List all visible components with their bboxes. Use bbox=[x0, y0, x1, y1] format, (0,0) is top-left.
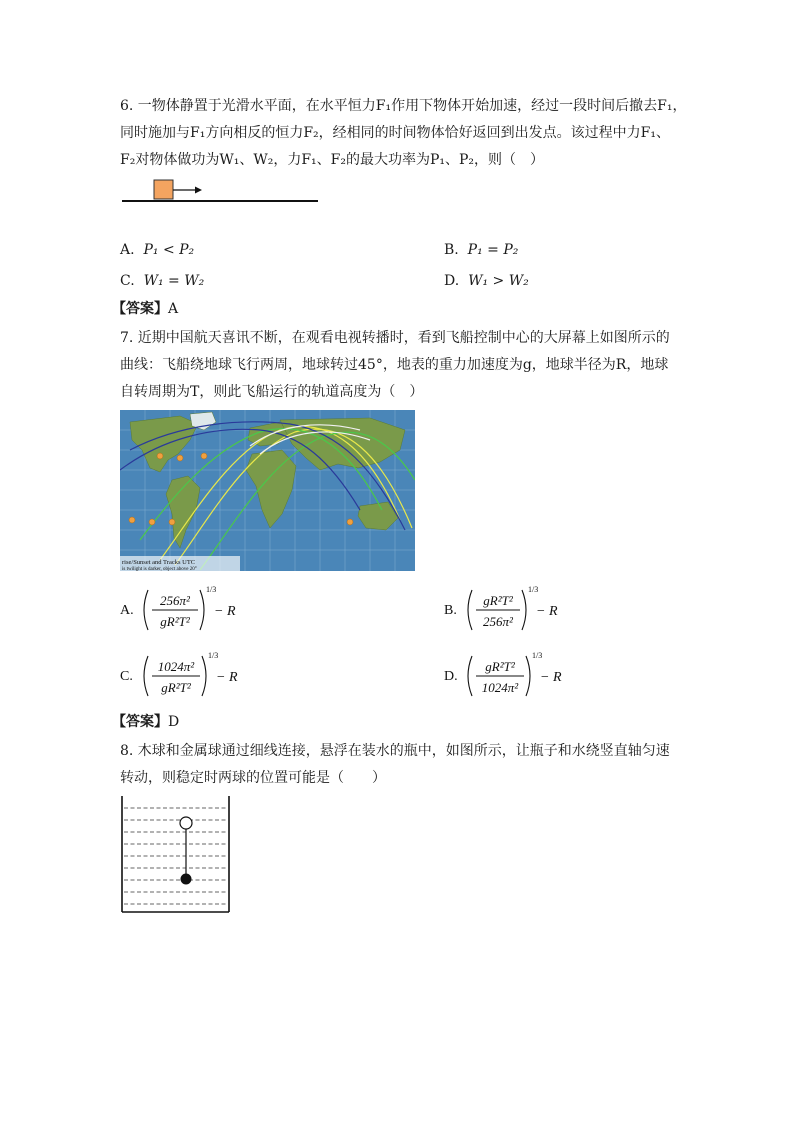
answer-value: D bbox=[168, 714, 180, 730]
svg-text:C.: C. bbox=[120, 669, 133, 684]
minus-r: − R bbox=[214, 604, 236, 619]
right-paren bbox=[200, 590, 204, 630]
q7-option-d[interactable] bbox=[442, 648, 587, 704]
q6-line-3: F₂对物体做功为W₁、W₂，力F₁、F₂的最大功率为P₁、P₂，则（ ） bbox=[120, 152, 545, 168]
q7-option-a[interactable] bbox=[118, 582, 258, 638]
q7-line-2: 曲线：飞船绕地球飞行两周，地球转过45°，地表的重力加速度为g，地球半径为R，地球 bbox=[120, 357, 669, 373]
exponent: 1/3 bbox=[528, 585, 539, 594]
q6-line-1: 6. 一物体静置于光滑水平面，在水平恒力F₁作用下物体开始加速，经过一段时间后撤去F₁， bbox=[120, 98, 687, 114]
denominator: gR²T² bbox=[161, 680, 191, 695]
left-paren bbox=[144, 656, 148, 696]
q6-answer bbox=[112, 299, 178, 319]
map-caption-1: rise/Sunset and Tracks UTC bbox=[122, 559, 196, 566]
q7-option-b[interactable] bbox=[442, 582, 582, 638]
q7-answer bbox=[112, 712, 179, 732]
exponent: 1/3 bbox=[532, 651, 543, 660]
exponent: 1/3 bbox=[206, 585, 217, 594]
q7-orbit-map bbox=[120, 410, 415, 571]
water-lines bbox=[124, 808, 227, 904]
exponent: 1/3 bbox=[208, 651, 219, 660]
q6-line-2: 同时施加与F₁方向相反的恒力F₂，经相同的时间物体恰好返回到出发点。该过程中力F₁、 bbox=[120, 125, 670, 141]
numerator: gR²T² bbox=[485, 659, 515, 674]
answer-label: 【答案】 bbox=[112, 301, 168, 317]
q6-option-d-text: W₁ > W₂ bbox=[468, 273, 529, 289]
q7-option-c[interactable] bbox=[118, 648, 258, 704]
wooden-ball bbox=[180, 817, 192, 829]
numerator: 1024π² bbox=[157, 659, 195, 674]
denominator: 256π² bbox=[483, 614, 513, 629]
q6-option-b[interactable]: B. P₁ = P₂ bbox=[444, 242, 519, 258]
denominator: gR²T² bbox=[160, 614, 190, 629]
right-paren bbox=[526, 656, 530, 696]
q6-option-c-text: W₁ = W₂ bbox=[143, 273, 205, 289]
q6-option-a[interactable]: A. P₁ < P₂ bbox=[120, 242, 195, 258]
q7-line-1: 7. 近期中国航天喜讯不断，在观看电视转播时，看到飞船控制中心的大屏幕上如图所示的 bbox=[120, 330, 670, 346]
q6-block-figure bbox=[118, 176, 322, 206]
left-paren bbox=[144, 590, 148, 630]
left-paren bbox=[468, 590, 472, 630]
q6-option-a-text: P₁ < P₂ bbox=[143, 242, 195, 258]
right-paren bbox=[202, 656, 206, 696]
q6-option-c[interactable]: C. W₁ = W₂ bbox=[120, 273, 205, 289]
svg-text:B.: B. bbox=[444, 603, 457, 618]
numerator: gR²T² bbox=[483, 593, 513, 608]
svg-text:D.: D. bbox=[444, 669, 458, 684]
force-arrow-head bbox=[195, 187, 202, 194]
answer-value: A bbox=[168, 301, 179, 317]
numerator: 256π² bbox=[160, 593, 190, 608]
q8-line-1: 8. 木球和金属球通过细线连接，悬浮在装水的瓶中，如图所示，让瓶子和水绕竖直轴匀速 bbox=[120, 743, 670, 759]
minus-r: − R bbox=[540, 670, 562, 685]
svg-text:A.: A. bbox=[120, 603, 134, 618]
minus-r: − R bbox=[216, 670, 238, 685]
right-paren bbox=[522, 590, 526, 630]
metal-ball bbox=[181, 874, 191, 884]
answer-label: 【答案】 bbox=[112, 714, 168, 730]
q7-line-3: 自转周期为T，则此飞船运行的轨道高度为（ ） bbox=[120, 384, 424, 400]
q6-option-b-text: P₁ = P₂ bbox=[467, 242, 519, 258]
block bbox=[154, 180, 173, 199]
left-paren bbox=[468, 656, 472, 696]
denominator: 1024π² bbox=[481, 680, 519, 695]
minus-r: − R bbox=[536, 604, 558, 619]
q6-option-d[interactable]: D. W₁ > W₂ bbox=[444, 273, 529, 289]
q8-bottle-figure bbox=[118, 794, 234, 916]
map-caption-2: is twilight is darker, object above 20° bbox=[122, 567, 197, 571]
q8-line-2: 转动，则稳定时两球的位置可能是（ ） bbox=[120, 770, 386, 786]
